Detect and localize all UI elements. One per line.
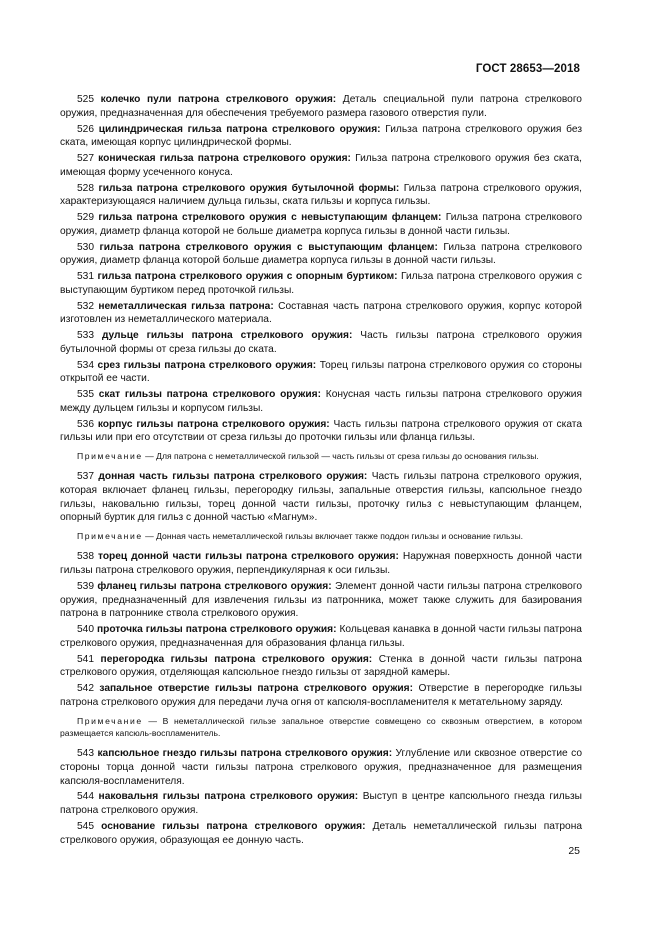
entry-number: 541 (77, 653, 94, 665)
term-entry-542 (60, 682, 582, 710)
term-entry-532 (60, 300, 582, 328)
entry-number: 545 (77, 820, 94, 832)
entry-term: дульце гильзы патрона стрелкового оружия: (101, 330, 353, 341)
entry-number: 538 (77, 551, 94, 563)
terms-list (60, 93, 582, 849)
entry-definition: Выступ в центре капсюльного гнезда гильзы патрона стрелкового оружия. (60, 791, 583, 817)
note-537 (60, 530, 582, 542)
entry-term: колечко пули патрона стрелкового оружия: (100, 94, 337, 105)
entry-definition: Отверстие в перегородке гильзы патрона стрелкового оружия для передачи луча огня от капсюля-воспламенителя к метательному заряду. (60, 683, 582, 708)
entry-term: скат гильзы патрона стрелкового оружия: (98, 389, 322, 400)
note-536 (60, 450, 582, 462)
entry-number: 533 (77, 330, 94, 341)
entry-number: 535 (77, 389, 94, 400)
note-text: В неметаллической гильзе запальное отверстие совмещено со сквозным отверстием, в котором размещается капсюль-воспламенитель. (60, 715, 582, 738)
term-entry-529 (60, 211, 582, 239)
entry-term: донная часть гильзы патрона стрелкового оружия: (98, 471, 368, 483)
note-label: Примечание (77, 451, 143, 461)
note-text: Для патрона с неметаллической гильзой — часть гильзы от среза гильзы до основания гильзы. (156, 451, 539, 461)
entry-term: корпус гильзы патрона стрелкового оружия: (97, 418, 330, 430)
entry-definition: Стенка в донной части гильзы патрона стрелкового оружия, отделяющая капсюльное гнездо гильзы от зарядной камеры. (60, 653, 582, 679)
page-number: 25 (568, 845, 580, 857)
entry-term: цилиндрическая гильза патрона стрелкового оружия: (98, 123, 381, 135)
entry-definition: Элемент донной части гильзы патрона стрелкового оружия, предназначенный для извлечения гильзы из патронника, может также служить для базирования патрона в патроннике ствола стрелкового оружия. (60, 580, 582, 620)
term-entry-538 (60, 550, 582, 578)
term-entry-544 (60, 790, 582, 818)
term-entry-541 (60, 653, 582, 681)
note-label: Примечание (77, 531, 143, 542)
entry-term: коническая гильза патрона стрелкового оружия: (98, 153, 351, 164)
entry-number: 526 (77, 123, 94, 135)
entry-definition: Деталь специальной пули патрона стрелкового оружия, предназначенная для обеспечения требуемого размера газового отверстия пули. (60, 94, 582, 119)
entry-term: гильза патрона стрелкового оружия с невыступающим фланцем: (98, 212, 442, 223)
entry-term: гильза патрона стрелкового оружия бутылочной формы: (98, 182, 400, 194)
entry-term: капсюльное гнездо гильзы патрона стрелкового оружия: (97, 748, 393, 760)
term-entry-540 (60, 623, 582, 651)
entry-term: проточка гильзы патрона стрелкового оружия: (96, 624, 337, 636)
entry-number: 542 (77, 683, 94, 695)
entry-definition: Гильза патрона стрелкового оружия с выступающим буртиком перед проточкой гильзы. (60, 271, 582, 296)
term-entry-533 (60, 329, 582, 357)
entry-term: торец донной части гильзы патрона стрелкового оружия: (97, 551, 399, 563)
entry-definition: Наружная поверхность донной части гильзы патрона стрелкового оружия, перпендикулярная к оси гильзы. (60, 551, 582, 577)
entry-term: перегородка гильзы патрона стрелкового оружия: (100, 653, 373, 665)
entry-number: 540 (77, 624, 94, 636)
term-entry-536 (60, 418, 582, 446)
entry-number: 531 (77, 271, 94, 282)
entry-number: 539 (77, 580, 94, 592)
term-entry-545 (60, 820, 582, 848)
entry-definition: Составная часть патрона стрелкового оружия, корпус которой изготовлен из неметаллического материала. (60, 300, 582, 326)
entry-definition: Часть гильзы патрона стрелкового оружия, которая включает фланец гильзы, перегородку гильзы, запальные отверстия гильзы, капсюльное гнездо гильзы, наковальню гильзы, торец донной части гильзы, проточку гильз с невыступающим фланцем, опорный буртик для гильз с донной частью «Магнум». (60, 471, 582, 524)
term-entry-530 (60, 241, 582, 269)
term-entry-535 (60, 388, 582, 416)
note-label: Примечание (77, 715, 143, 726)
entry-number: 536 (77, 418, 94, 430)
entry-definition: Кольцевая канавка в донной части гильзы патрона стрелкового оружия, предназначенная для образования фланца гильзы. (60, 624, 582, 649)
entry-definition: Гильза патрона стрелкового оружия, характеризующаяся наличием дульца гильзы, ската гильзы и корпуса гильзы. (60, 182, 582, 208)
term-entry-525 (60, 93, 582, 121)
entry-number: 537 (77, 471, 94, 483)
entry-number: 543 (77, 748, 94, 760)
entry-definition: Гильза патрона стрелкового оружия, диаметр фланца которой больше диаметра корпуса гильзы в донной части гильзы. (60, 241, 582, 267)
entry-definition: Конусная часть гильзы патрона стрелкового оружия между дульцем гильзы и корпусом гильзы. (60, 389, 582, 414)
document-code: ГОСТ 28653—2018 (475, 63, 580, 75)
entry-number: 525 (77, 94, 94, 105)
entry-definition: Деталь неметаллической гильзы патрона стрелкового оружия, образующая ее донную часть. (60, 820, 582, 846)
entry-term: запальное отверстие гильзы патрона стрелкового оружия: (99, 683, 414, 695)
entry-term: основание гильзы патрона стрелкового оружия: (101, 820, 366, 832)
entry-definition: Гильза патрона стрелкового оружия без ската, имеющая форму усеченного конуса. (60, 153, 582, 178)
term-entry-531 (60, 270, 582, 298)
entry-term: срез гильзы патрона стрелкового оружия: (97, 359, 317, 371)
entry-number: 529 (77, 212, 94, 223)
entry-definition: Гильза патрона стрелкового оружия без ската, имеющая корпус цилиндрической формы. (60, 123, 582, 149)
term-entry-526 (60, 123, 582, 151)
term-entry-534 (60, 359, 582, 387)
entry-number: 532 (77, 300, 94, 312)
entry-term: неметаллическая гильза патрона: (98, 300, 274, 312)
entry-definition: Торец гильзы патрона стрелкового оружия со стороны открытой ее части. (60, 359, 582, 385)
entry-definition: Гильза патрона стрелкового оружия, диаметр фланца которой не больше диаметра корпуса гильзы в донной части гильзы. (60, 212, 582, 237)
entry-term: гильза патрона стрелкового оружия с опорным буртиком: (97, 271, 398, 282)
term-entry-543 (60, 747, 582, 788)
note-542 (60, 715, 582, 739)
entry-number: 534 (77, 359, 94, 371)
entry-term: фланец гильзы патрона стрелкового оружия: (97, 580, 332, 592)
entry-number: 544 (77, 791, 94, 803)
entry-number: 530 (77, 241, 94, 253)
note-text: Донная часть неметаллической гильзы включает также поддон гильзы и основание гильзы. (156, 531, 524, 542)
note-dash: — (145, 451, 154, 461)
entry-definition: Часть гильзы патрона стрелкового оружия от ската гильзы или при его отсутствии от среза гильзы до проточки гильзы или фланца гильзы. (60, 418, 582, 444)
note-dash: — (148, 715, 157, 726)
entry-definition: Часть гильзы патрона стрелкового оружия бутылочной формы от среза гильзы до ската. (60, 330, 582, 355)
entry-definition: Углубление или сквозное отверстие со стороны торца донной части гильзы патрона стрелкового оружия, предназначенное для размещения капсюля-воспламенителя. (60, 748, 582, 787)
entry-number: 528 (77, 182, 94, 194)
entry-term: наковальня гильзы патрона стрелкового оружия: (98, 791, 359, 803)
term-entry-527 (60, 152, 582, 180)
term-entry-539 (60, 580, 582, 621)
entry-number: 527 (77, 153, 94, 164)
term-entry-537 (60, 470, 582, 525)
entry-term: гильза патрона стрелкового оружия с выступающим фланцем: (99, 241, 438, 253)
term-entry-528 (60, 182, 582, 210)
note-dash: — (145, 531, 154, 542)
